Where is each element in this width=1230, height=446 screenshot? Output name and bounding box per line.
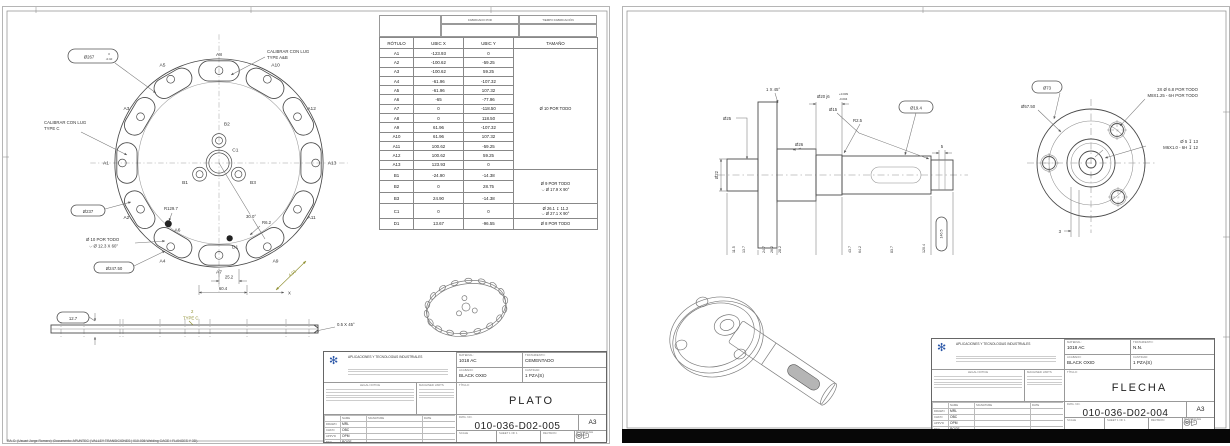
- hole-label: B3: [250, 181, 256, 187]
- hole-label: A10: [271, 63, 280, 69]
- hole-label: A4: [159, 259, 166, 265]
- third-angle-projection-icon: [1183, 418, 1197, 427]
- hole-label: D1: [232, 245, 239, 251]
- left-footer-text: RA-C: (Usuari Jorge Romero) ;Documento: APUNTEC | VALLEY TRANSICIONES | 010-036 Welding CAGE / FLANGES Y 3D).: [7, 439, 199, 443]
- dim-r1297: R129.7: [164, 206, 178, 211]
- plate-hole: [263, 75, 271, 83]
- finish-value: BLACK OXID: [459, 372, 487, 378]
- right-drawing-sheet: [622, 6, 1230, 430]
- hole-label: C1: [232, 148, 239, 154]
- drawing-title: PLATO: [508, 394, 555, 407]
- hole-label: A1: [103, 161, 109, 167]
- hole-label: A9: [272, 259, 279, 265]
- shaft-isometric-view: [660, 286, 839, 408]
- material-value: 1018 AC: [1067, 344, 1085, 350]
- hole-table-row: A4 -61.96 -107.32: [380, 76, 598, 85]
- hole-label: B2: [223, 122, 230, 128]
- plate-hole: [235, 171, 242, 178]
- svg-text:-0.10: -0.10: [105, 57, 113, 61]
- svg-text:+0.009: +0.009: [839, 92, 848, 96]
- svg-text:TYPE C: TYPE C: [44, 126, 60, 131]
- finish-value: BLACK OXID: [1067, 359, 1095, 365]
- hole-label: A5: [159, 63, 166, 69]
- tolerance-lines: [1027, 376, 1062, 385]
- plate-hole: [263, 243, 271, 251]
- hole-label: A8: [216, 52, 222, 58]
- plate-hole-filled: [227, 235, 233, 241]
- dim-d15: Ø15: [829, 107, 838, 112]
- dim-252: 25.2: [224, 274, 234, 280]
- note-bolt-holes: 3X Ø 6.8 POR TODO: [1157, 87, 1198, 92]
- fab-cell-tiempo: TIEMPO FABRICACIÓN: [519, 15, 597, 24]
- dim-key-offset: 3: [1058, 229, 1061, 234]
- hole-table-row: A6 -65 -77.96: [380, 95, 598, 104]
- hole-table-row: A5 -61.96 107.32: [380, 86, 598, 95]
- drawing-title: FLECHA: [1111, 381, 1168, 394]
- dim-groove5: 5: [940, 144, 944, 149]
- shaft-dim: 83.7: [890, 246, 894, 253]
- dim-total-length: 146.5: [939, 229, 944, 239]
- plate-hole: [167, 75, 175, 83]
- dim-chamfer45: 1 X 45°: [766, 87, 781, 92]
- dim-d194: Ø19.4: [910, 105, 922, 111]
- hole-label: A12: [307, 107, 316, 113]
- hole-table-row: A11 100.62 -59.25: [380, 141, 598, 150]
- plate-isometric-view: [419, 272, 512, 343]
- hole-table-row: A10 61.96 107.32: [380, 132, 598, 141]
- shaft-dim: 11.5: [732, 246, 736, 253]
- svg-text:TYPE A&B: TYPE A&B: [267, 55, 288, 60]
- dim-d267: Ø267: [83, 54, 95, 60]
- hole-table-row: A2 -100.62 -59.25: [380, 58, 598, 67]
- hole-size-cell: Ø 8 POR TODO: [514, 219, 598, 229]
- hole-table-row: A3 -100.62 59.25: [380, 67, 598, 76]
- hole-label: A6: [174, 228, 181, 234]
- fab-cell-fabricado: FABRICADO POR: [441, 15, 519, 24]
- dim-d24750: Ø247.50: [105, 265, 123, 271]
- drawing-number: 010-036-D02-005: [474, 420, 561, 430]
- hole-table-row: A12 100.62 59.25: [380, 151, 598, 160]
- hole-table-row: B3 24.90 -14.38: [380, 192, 598, 204]
- tolerance-lines: [419, 389, 454, 398]
- dim-d20j6: Ø20 j6: [817, 94, 830, 99]
- svg-text:-0.004: -0.004: [839, 97, 848, 101]
- hole-table-row: A13 123.93 0: [380, 160, 598, 169]
- plate-hole: [137, 113, 145, 121]
- plate-section-view: [51, 309, 355, 345]
- shaft-dim: 43.7: [848, 246, 852, 253]
- company-address-lines: [956, 354, 1056, 364]
- dim-d22: Ø22: [714, 170, 719, 180]
- plate-hole: [294, 113, 302, 121]
- svg-text:M6X1.0 - 6H ↧ 12: M6X1.0 - 6H ↧ 12: [1163, 145, 1198, 150]
- dim-angle30: 30.0°: [246, 214, 257, 219]
- title-block-left: ✻ APLICACIONES Y TECNOLOGIAS INDUSTRIALES MATERIAL: 1018 AC ACABADO: BLACK OXID TRATAMIENTO: CEMENTADO CANTIDAD: 1 PZA(S) LEGAL NOTICE MACHINED LIMITS TÍTULO: PLATO NAME SIGNATURE DATE DRAWN MRL CHK'D OBC APPV'D OPM MFG ROGF DWG. NO. 010-036-D02-005 A3 SCALE SHEET 1 OF 1 REVISION DO NOT SCALE DRAWING: [323, 351, 607, 443]
- svg-text:0: 0: [108, 52, 110, 56]
- plate-hole: [137, 205, 145, 213]
- treatment-value: CEMENTADO: [525, 357, 555, 363]
- iso-keyway: [785, 362, 822, 392]
- hole-table-row: A1 -123.93 0 Ø 10 POR TODO: [380, 49, 598, 58]
- dim-d25: Ø25: [723, 116, 732, 121]
- hole-table-row: B1 -24.90 -14.38 Ø 9 POR TODO ⌵ Ø 17.9 X 90°: [380, 169, 598, 181]
- hole-table-row: C1 0 0 Ø 26.1 ↧ 11.2 ⌵ Ø 27.1 X 90°: [380, 204, 598, 219]
- title-block-right: ✻ APLICACIONES Y TECNOLOGIAS INDUSTRIALES MATERIAL: 1018 AC ACABADO: BLACK OXID TRATAMIENTO: N.N. CANTIDAD: 1 PZA(S) LEGAL NOTICE MACHINED LIMITS TÍTULO: FLECHA NAME SIGNATURE DATE DRAWN MRL CHK'D OBC APPV'D OPM MFG ROGF DWG. NO. 010-036-D02-004 A3 SCALE SHEET 1 OF 1 REVISION DO NOT SCALE DRAWING: [931, 338, 1215, 430]
- shaft-dim: 24.7: [762, 246, 766, 253]
- hole-size-cell: Ø 26.1 ↧ 11.2 ⌵ Ø 27.1 X 90°: [514, 204, 598, 219]
- dim-604: 60.4: [218, 286, 228, 291]
- company-name: APLICACIONES Y TECNOLOGIAS INDUSTRIALES: [348, 355, 423, 359]
- dim-d26: Ø26: [795, 142, 804, 147]
- legal-text-lines: [934, 376, 1022, 388]
- company-name: APLICACIONES Y TECNOLOGIAS INDUSTRIALES: [956, 342, 1031, 346]
- sheet-size: A3: [588, 419, 597, 426]
- hole-label: B1: [182, 181, 188, 187]
- note-lug-ab: CALIBRAR CON LUG: [267, 49, 310, 54]
- signature-grid: NAME SIGNATURE DATE DRAWN MRL CHK'D OBC APPV'D OPM MFG ROGF: [932, 402, 1064, 429]
- svg-text:⌵ Ø 12.3 X 60°: ⌵ Ø 12.3 X 60°: [89, 243, 119, 249]
- company-logo: ✻: [937, 342, 947, 354]
- zone-ticks: [923, 7, 1230, 337]
- hole-table-row: D1 13.67 -96.55 Ø 8 POR TODO: [380, 219, 598, 229]
- shaft-end-view: [1021, 81, 1199, 237]
- fab-cell-blank: [379, 15, 441, 37]
- fabricado-header: [379, 15, 597, 37]
- dim-r62: R6.2: [262, 220, 272, 225]
- hole-table-row: B2 0 28.75: [380, 181, 598, 193]
- left-drawing-sheet: [2, 6, 610, 444]
- shaft-front-view: [714, 87, 968, 255]
- company-logo: ✻: [329, 355, 339, 367]
- iso-shaft-body: [728, 321, 835, 405]
- plate-hole: [167, 243, 175, 251]
- shaft-dim: 13.7: [742, 246, 746, 253]
- dim-r25: R2.5: [853, 118, 863, 123]
- drawing-number: 010-036-D02-004: [1082, 407, 1169, 417]
- dim-thickness: 12.7: [68, 315, 78, 321]
- dim-401: 4.01: [287, 268, 298, 278]
- plate-front-view: [44, 34, 348, 295]
- note-hole: Ø 10 POR TODO: [86, 237, 120, 242]
- x-axis-label: X: [288, 290, 291, 296]
- shaft-dim: 28.2: [778, 246, 782, 253]
- hole-table-header: RÓTULO UBIC X UBIC Y TAMAÑO: [380, 38, 598, 49]
- section-qty: 2: [191, 309, 194, 314]
- hole-table-row: A7 0 -118.50: [380, 104, 598, 113]
- shaft-dim: 120.4: [922, 244, 926, 253]
- hole-label: A7: [216, 270, 222, 276]
- dim-d73: Ø73: [1042, 85, 1052, 91]
- hole-table-row: A8 0 118.50: [380, 114, 598, 123]
- sheet-size: A3: [1196, 406, 1205, 413]
- material-value: 1018 AC: [459, 357, 477, 363]
- plate-hole-filled: [165, 220, 172, 227]
- hole-size-cell: Ø 10 POR TODO: [514, 49, 598, 170]
- dim-d237: Ø237: [82, 208, 94, 214]
- shaft-dim: 26.2: [770, 246, 774, 253]
- plate-hole: [196, 171, 203, 178]
- hole-label: A3: [123, 107, 130, 113]
- hole-label: A11: [307, 216, 316, 222]
- svg-text:M8X1.25 - 6H POR TODO: M8X1.25 - 6H POR TODO: [1147, 93, 1198, 98]
- company-address-lines: [348, 367, 448, 377]
- dim-bolt-circle: Ø57.50: [1021, 104, 1036, 109]
- hole-coordinate-table: [379, 37, 597, 230]
- hole-table-row: A9 61.96 -107.32: [380, 123, 598, 132]
- note-lug-c: CALIBRAR CON LUG: [44, 120, 87, 125]
- signature-grid: NAME SIGNATURE DATE DRAWN MRL CHK'D OBC APPV'D OPM MFG ROGF: [324, 415, 456, 442]
- plate-hole: [294, 205, 302, 213]
- hole-label: A2: [123, 216, 130, 222]
- section-type-c: TYPE C: [183, 315, 199, 321]
- qty-value: 1 PZA(S): [525, 372, 544, 378]
- note-center-tap: Ø 5 ↧ 13: [1180, 139, 1198, 144]
- shaft-dim: 64.2: [858, 246, 862, 253]
- legal-text-lines: [326, 389, 414, 401]
- hole-label: A13: [327, 161, 337, 167]
- treatment-value: N.N.: [1133, 344, 1143, 350]
- qty-value: 1 PZA(S): [1133, 359, 1152, 365]
- dim-chamfer: 0.5 X 45°: [337, 322, 355, 327]
- hole-size-cell: Ø 9 POR TODO ⌵ Ø 17.9 X 90°: [514, 169, 598, 204]
- bottom-black-bar: [622, 429, 1230, 443]
